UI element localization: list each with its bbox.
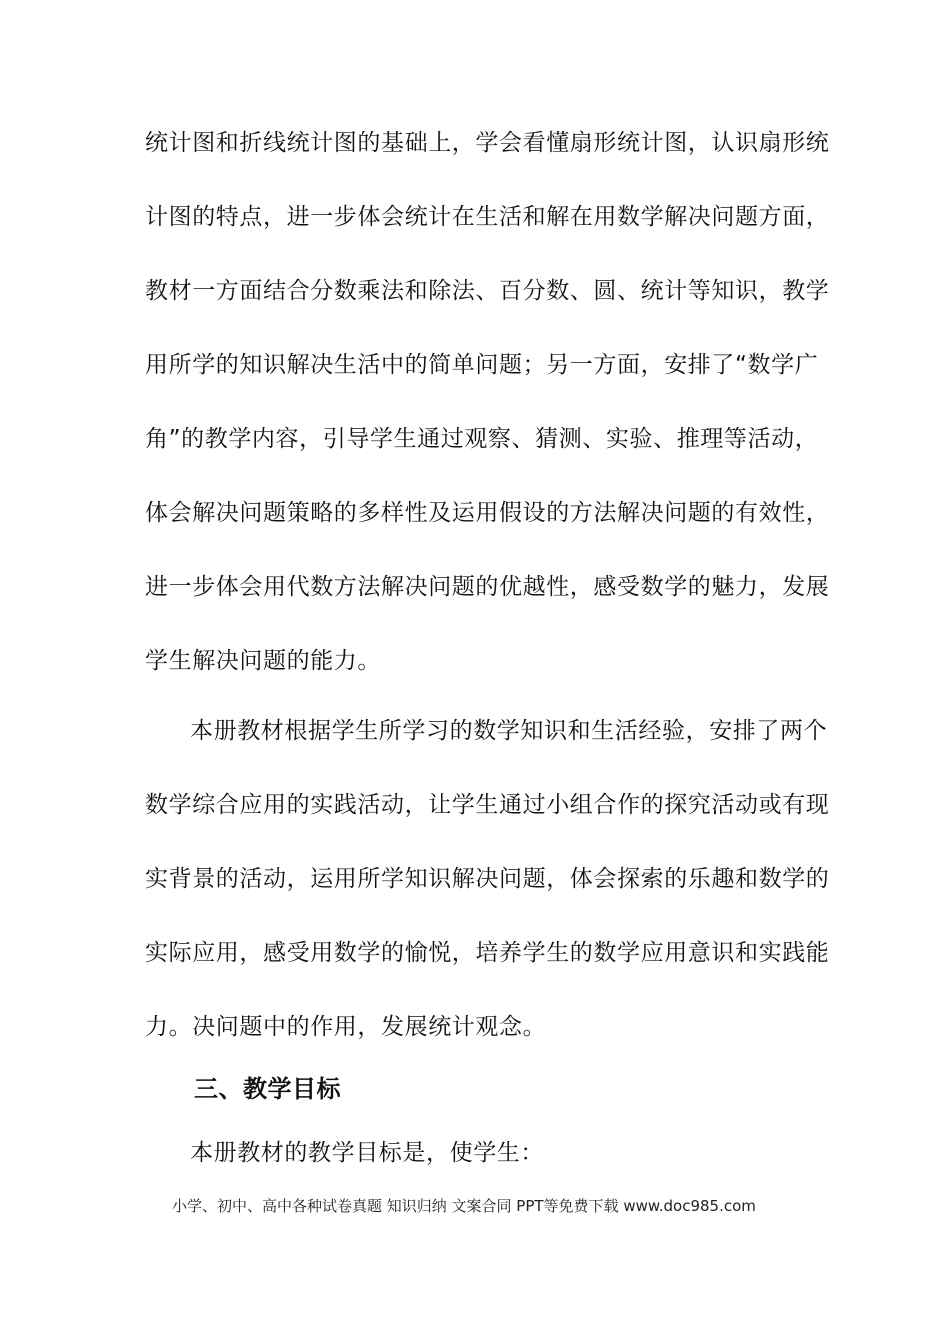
paragraph-line: 计图的特点，进一步体会统计在生活和解在用数学解决问题方面， [145, 204, 830, 230]
paragraph-line: 学生解决问题的能力。 [145, 648, 381, 674]
paragraph-line: 实际应用，感受用数学的愉悦，培养学生的数学应用意识和实践能 [145, 940, 830, 966]
paragraph-line: 用所学的知识解决生活中的简单问题；另一方面，安排了“数学广 [145, 352, 819, 378]
paragraph-line: 教材一方面结合分数乘法和除法、百分数、圆、统计等知识，教学 [145, 278, 830, 304]
paragraph-line: 实背景的活动，运用所学知识解决问题，体会探索的乐趣和数学的 [145, 866, 830, 892]
paragraph-line: 本册教材根据学生所学习的数学知识和生活经验，安排了两个 [190, 718, 828, 744]
paragraph-line: 统计图和折线统计图的基础上，学会看懂扇形统计图，认识扇形统 [145, 130, 830, 156]
paragraph-line: 角”的教学内容，引导学生通过观察、猜测、实验、推理等活动， [145, 426, 819, 452]
footer-text: 小学、初中、高中各种试卷真题 知识归纳 文案合同 PPT等免费下载 www.doc985.com [172, 1197, 756, 1215]
section-heading: 三、教学目标 [194, 1075, 341, 1103]
paragraph-line: 数学综合应用的实践活动，让学生通过小组合作的探究活动或有现 [145, 792, 830, 818]
paragraph-line: 力。决问题中的作用，发展统计观念。 [145, 1014, 547, 1040]
paragraph-line: 本册教材的教学目标是，使学生： [190, 1140, 544, 1166]
paragraph-line: 体会解决问题策略的多样性及运用假设的方法解决问题的有效性， [145, 500, 830, 526]
paragraph-line: 进一步体会用代数方法解决问题的优越性，感受数学的魅力，发展 [145, 574, 830, 600]
